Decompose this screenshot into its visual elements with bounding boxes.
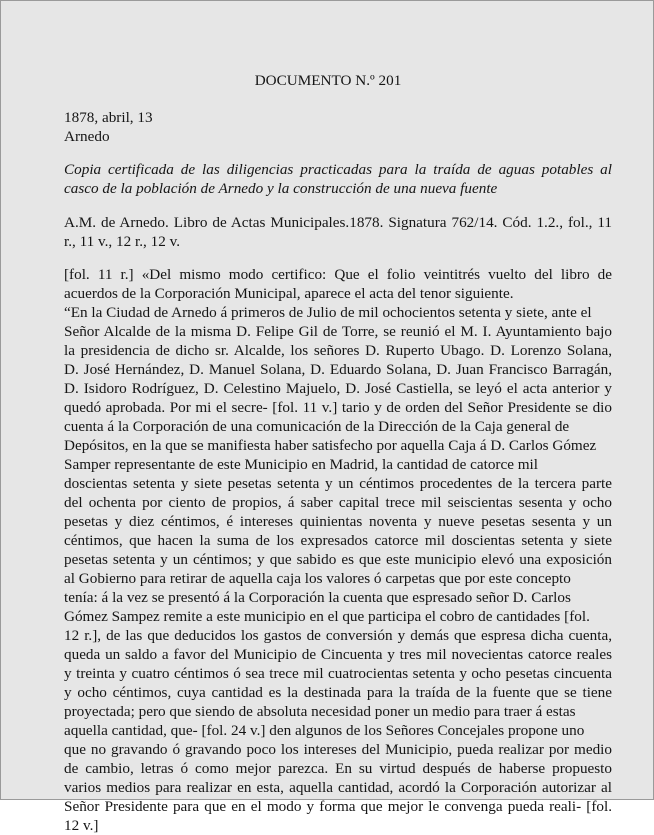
body-line: Depósitos, en la que se manifiesta haber satisfecho por aquella Caja á D. Carlos Gómez xyxy=(64,437,597,454)
source-line: r., 11 v., 12 r., 12 v. xyxy=(64,233,181,250)
body-line: pesetas y diez céntimos, é intereses quinientas noventa y nueve pesetas sesenta y un xyxy=(64,513,612,530)
body-line: acuerdos de la Corporación Municipal, aparece el acta del tenor siguiente. xyxy=(64,285,514,302)
date-place-block xyxy=(64,108,612,146)
body-line: Gómez Sampez remite a este municipio en el que participa el cobro de cantidades [fol. xyxy=(64,608,590,625)
body-line: cuenta á la Corporación de una comunicación de la Dirección de la Caja general de xyxy=(64,418,570,435)
document-date: 1878, abril, 13 xyxy=(64,109,153,126)
body-line: D. Isidoro Rodríguez, D. Celestino Majuelo, D. José Castiella, se leyó el acta anterior y xyxy=(64,380,612,397)
document-title: DOCUMENTO N.º 201 xyxy=(254,72,402,89)
document-body xyxy=(64,265,612,835)
archive-source xyxy=(64,213,612,251)
body-line: Señor Presidente para que en el modo y forma que mejor le convenga pueda reali- [fol. xyxy=(64,798,612,815)
body-line: céntimos, que hacen la suma de los expresados catorce mil doscientas setenta y siete xyxy=(64,532,612,549)
body-line: Señor Alcalde de la misma D. Felipe Gil de Torre, se reunió el M. I. Ayuntamiento bajo xyxy=(64,323,612,340)
body-line: de cambio, letras ó como mejor parezca. En su virtud después de haberse propuesto xyxy=(64,760,612,777)
body-line: varios medios para realizar en esta, aquella cantidad, acordó la Corporación autorizar al xyxy=(64,779,612,796)
body-line: pesetas setenta y un céntimos; y que sabido es que este municipio elevó una exposición xyxy=(64,551,612,568)
body-line: 12 r.], de las que deducidos los gastos de conversión y demás que espresa dicha cuenta, xyxy=(64,627,612,644)
body-line: que no gravando ó gravando poco los intereses del Municipio, pueda realizar por medio xyxy=(64,741,612,758)
body-line: D. José Hernández, D. Manuel Solana, D. Eduardo Solana, D. Juan Francisco Barragán, xyxy=(64,361,612,378)
body-line: proyectada; pero que siendo de absoluta necesidad poner un medio para traer á estas xyxy=(64,703,576,720)
document-summary xyxy=(64,160,612,198)
body-line: la presidencia de dicho sr. Alcalde, los señores D. Ruperto Ubago. D. Lorenzo Solana, xyxy=(64,342,612,359)
body-line: y treinta y cuatro céntimos ó sea trece mil cuatrocientas setenta y ocho pesetas cincuenta xyxy=(64,665,612,682)
body-line: doscientas setenta y siete pesetas setenta y un céntimos procedentes de la tercera parte xyxy=(64,475,612,492)
summary-line: casco de la población de Arnedo y la construcción de una nueva fuente xyxy=(64,180,498,197)
body-line: Samper representante de este Municipio en Madrid, la cantidad de catorce mil xyxy=(64,456,539,473)
body-line: y ocho céntimos, cuya cantidad es la destinada para la traída de la fuente que se tiene xyxy=(64,684,612,701)
source-line: A.M. de Arnedo. Libro de Actas Municipales.1878. Signatura 762/14. Cód. 1.2., fol., 11 xyxy=(64,214,612,231)
body-line: [fol. 11 r.] «Del mismo modo certifico: Que el folio veintitrés vuelto del libro de xyxy=(64,266,612,283)
body-line: al Gobierno para retirar de aquella caja los valores ó carpetas que por este concepto xyxy=(64,570,571,587)
body-line: aquella cantidad, que- [fol. 24 v.] den algunos de los Señores Concejales propone uno xyxy=(64,722,585,739)
body-line: tenía: á la vez se presentó á la Corporación la cuenta que espresado señor D. Carlos xyxy=(64,589,571,606)
summary-line: Copia certificada de las diligencias practicadas para la traída de aguas potables al xyxy=(64,161,612,178)
body-line: del ochenta por ciento de propios, á saber capital trece mil seiscientas sesenta y ocho xyxy=(64,494,612,511)
document-place: Arnedo xyxy=(64,128,110,145)
body-line: “En la Ciudad de Arnedo á primeros de Julio de mil ochocientos setenta y siete, ante el xyxy=(64,304,592,321)
body-line: 12 v.] xyxy=(64,817,99,834)
body-line: quedó aprobada. Por mi el secre- [fol. 11 v.] tario y de orden del Señor Presidente se dio xyxy=(64,399,612,416)
body-line: queda un saldo a favor del Municipio de Cincuenta y tres mil novecientas catorce reales xyxy=(64,646,612,663)
